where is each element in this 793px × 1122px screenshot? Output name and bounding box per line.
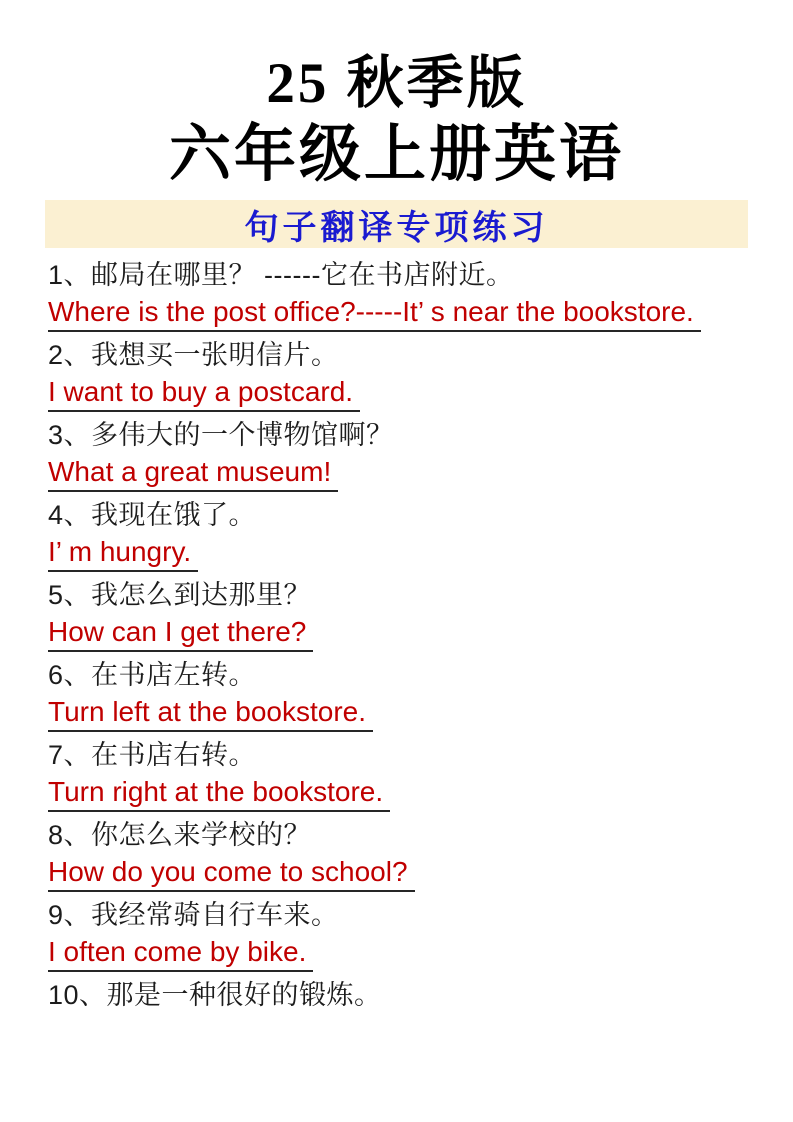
exercise-pair [48, 815, 753, 895]
exercise-list [48, 255, 753, 1015]
answer-line [48, 295, 753, 335]
exercise-pair [48, 495, 753, 575]
answer-line [48, 855, 753, 895]
answer-english: What a great museum! [48, 455, 338, 492]
exercise-pair [48, 575, 753, 655]
doc-title-line1: 25 秋季版 [266, 52, 527, 115]
question-chinese: 10、那是一种很好的锻炼。 [48, 980, 382, 1010]
exercise-pair [48, 975, 753, 1015]
answer-line [48, 775, 753, 815]
answer-english: I often come by bike. [48, 935, 313, 972]
answer-line [48, 695, 753, 735]
doc-title-line2: 六年级上册英语 [168, 121, 624, 189]
answer-line [48, 535, 753, 575]
answer-english: Where is the post office?-----It’ s near the bookstore. [48, 295, 701, 332]
section-banner [45, 200, 748, 248]
answer-english: Turn right at the bookstore. [48, 775, 390, 812]
exercise-pair [48, 895, 753, 975]
answer-english: I’ m hungry. [48, 535, 198, 572]
answer-line [48, 375, 753, 415]
question-chinese: 4、我现在饿了。 [48, 500, 257, 530]
question-chinese: 7、在书店右转。 [48, 740, 257, 770]
answer-english: Turn left at the bookstore. [48, 695, 373, 732]
section-banner-title: 句子翻译专项练习 [244, 209, 549, 247]
exercise-pair [48, 655, 753, 735]
exercise-pair [48, 415, 753, 495]
answer-line [48, 615, 753, 655]
answer-english: How do you come to school? [48, 855, 415, 892]
answer-english: How can I get there? [48, 615, 313, 652]
exercise-pair [48, 335, 753, 415]
question-chinese: 3、多伟大的一个博物馆啊？ [48, 420, 394, 450]
question-chinese: 5、我怎么到达那里？ [48, 580, 312, 610]
answer-line [48, 455, 753, 495]
question-chinese: 9、我经常骑自行车来。 [48, 900, 339, 930]
question-chinese: 1、邮局在哪里？ ------它在书店附近。 [48, 260, 514, 290]
answer-line [48, 935, 753, 975]
question-chinese: 8、你怎么来学校的？ [48, 820, 312, 850]
question-chinese: 2、我想买一张明信片。 [48, 340, 339, 370]
answer-english: I want to buy a postcard. [48, 375, 360, 412]
exercise-pair [48, 735, 753, 815]
exercise-pair [48, 255, 753, 335]
question-chinese: 6、在书店左转。 [48, 660, 257, 690]
